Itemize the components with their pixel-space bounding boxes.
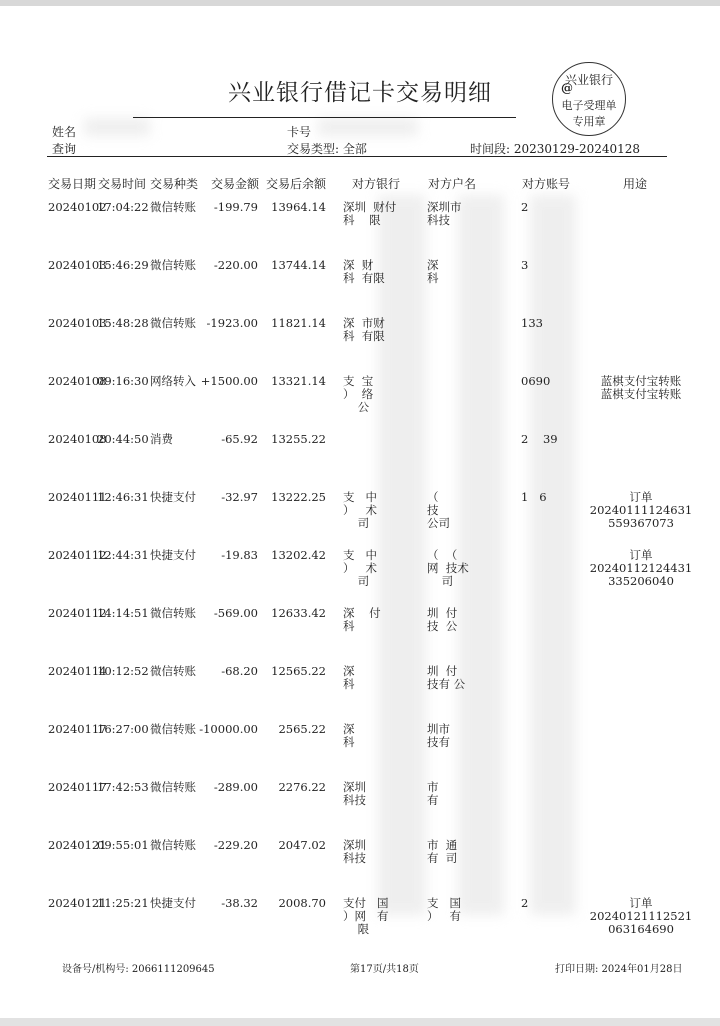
row-time: 09:16:30 xyxy=(97,374,149,388)
row-date: 20240108 xyxy=(48,432,107,446)
row-time: 11:25:21 xyxy=(97,896,149,910)
row-amount: -229.20 xyxy=(213,838,258,852)
row-time: 09:55:01 xyxy=(97,838,149,852)
row-account-name: （ （ 网 技术 司 xyxy=(427,548,469,588)
name-label: 姓名 xyxy=(52,125,77,139)
col-date: 交易日期 xyxy=(48,177,97,191)
row-account: 2 39 xyxy=(521,432,558,446)
row-account-name: 市 有 xyxy=(427,780,439,807)
row-time: 10:12:52 xyxy=(97,664,149,678)
row-date: 20240111 xyxy=(48,490,107,504)
row-balance: 13202.42 xyxy=(271,548,326,562)
row-account: 2 xyxy=(521,896,529,910)
row-account-name: 圳市 技有 xyxy=(427,722,450,749)
row-time: 12:44:31 xyxy=(97,548,149,562)
row-account-name: （ 技 公司 xyxy=(427,490,450,530)
row-amount: -1923.00 xyxy=(206,316,258,330)
row-account-name: 市 通 有 司 xyxy=(427,838,458,865)
card-label: 卡号 xyxy=(287,125,312,139)
row-type: 快捷支付 xyxy=(150,490,196,504)
row-account-name: 支 国 ） 有 xyxy=(427,896,461,923)
table-row xyxy=(0,665,720,723)
col-account-name: 对方户名 xyxy=(428,177,477,191)
row-account-name: 深圳市 科技 xyxy=(427,200,462,227)
row-balance: 12565.22 xyxy=(271,664,326,678)
row-bank: 深圳 科技 xyxy=(343,838,366,865)
row-time: 15:46:29 xyxy=(97,258,149,272)
row-type: 微信转账 xyxy=(150,664,196,678)
row-bank: 深 科 xyxy=(343,664,355,691)
table-row xyxy=(0,317,720,375)
row-bank: 深圳 科技 xyxy=(343,780,366,807)
table-row xyxy=(0,897,720,955)
row-amount: -569.00 xyxy=(213,606,258,620)
row-purpose: 订单 20240111124631 559367073 xyxy=(589,490,693,530)
row-balance: 2008.70 xyxy=(278,896,326,910)
row-type: 快捷支付 xyxy=(150,548,196,562)
row-balance: 2047.02 xyxy=(278,838,326,852)
row-type: 微信转账 xyxy=(150,258,196,272)
row-type: 快捷支付 xyxy=(150,896,196,910)
seal-line-3: 专用章 xyxy=(572,115,606,128)
row-balance: 13222.25 xyxy=(271,490,326,504)
row-date: 20240112 xyxy=(48,606,107,620)
row-account: 2 xyxy=(521,200,529,214)
row-balance: 13255.22 xyxy=(271,432,326,446)
col-purpose: 用途 xyxy=(623,177,648,191)
row-balance: 12633.42 xyxy=(271,606,326,620)
row-purpose: 订单 20240121112521 063164690 xyxy=(589,896,693,936)
col-type: 交易种类 xyxy=(150,177,199,191)
row-type: 微信转账 xyxy=(150,722,196,736)
row-balance: 2565.22 xyxy=(278,722,326,736)
row-amount: -19.83 xyxy=(221,548,258,562)
row-time: 17:04:22 xyxy=(97,200,149,214)
row-bank: 深 市财 科 有限 xyxy=(343,316,385,343)
row-time: 12:46:31 xyxy=(97,490,149,504)
table-row xyxy=(0,723,720,781)
row-date: 20240114 xyxy=(48,664,107,678)
row-bank: 深 财 科 有限 xyxy=(343,258,385,285)
row-type: 微信转账 xyxy=(150,200,196,214)
row-balance: 11821.14 xyxy=(271,316,326,330)
row-time: 14:14:51 xyxy=(97,606,149,620)
row-amount: -10000.00 xyxy=(199,722,258,736)
row-date: 20240117 xyxy=(48,780,107,794)
row-type: 微信转账 xyxy=(150,606,196,620)
row-bank: 深 付 科 xyxy=(343,606,381,633)
seal-top-text: 兴业银行 xyxy=(564,73,613,87)
col-amount: 交易金额 xyxy=(211,177,260,191)
row-type: 微信转账 xyxy=(150,780,196,794)
row-type: 消费 xyxy=(150,432,173,446)
row-date: 20240108 xyxy=(48,374,107,388)
col-time: 交易时间 xyxy=(98,177,147,191)
row-time: 15:48:28 xyxy=(97,316,149,330)
row-bank: 支 宝 ） 络 公 xyxy=(343,374,374,414)
table-row xyxy=(0,607,720,665)
row-date: 20240121 xyxy=(48,896,107,910)
table-row xyxy=(0,433,720,491)
document-title: 兴业银行借记卡交易明细 xyxy=(228,80,492,106)
row-amount: +1500.00 xyxy=(200,374,258,388)
table-row xyxy=(0,201,720,259)
row-account: 3 xyxy=(521,258,529,272)
row-account: 1 6 xyxy=(521,490,547,504)
table-row xyxy=(0,781,720,839)
query-label: 查询 xyxy=(52,142,77,156)
row-time: 17:42:53 xyxy=(97,780,149,794)
footer-page-number: 第17页/共18页 xyxy=(350,964,419,975)
col-balance: 交易后余额 xyxy=(266,177,327,191)
row-type: 微信转账 xyxy=(150,838,196,852)
row-date: 20240121 xyxy=(48,838,107,852)
period-label: 时间段: 20230129-20240128 xyxy=(470,142,641,156)
row-balance: 2276.22 xyxy=(278,780,326,794)
col-bank: 对方银行 xyxy=(352,177,401,191)
table-row xyxy=(0,375,720,433)
row-amount: -68.20 xyxy=(221,664,258,678)
row-account-name: 圳 付 技有 公 xyxy=(427,664,466,691)
row-date: 20240103 xyxy=(48,316,107,330)
row-purpose: 订单 20240112124431 335206040 xyxy=(589,548,693,588)
row-date: 20240102 xyxy=(48,200,107,214)
table-row xyxy=(0,839,720,897)
row-date: 20240117 xyxy=(48,722,107,736)
row-balance: 13744.14 xyxy=(271,258,326,272)
row-amount: -289.00 xyxy=(213,780,258,794)
row-purpose: 蓝棋支付宝转账 蓝棋支付宝转账 xyxy=(600,374,682,401)
row-date: 20240103 xyxy=(48,258,107,272)
row-bank: 支 中 ） 术 司 xyxy=(343,548,377,588)
row-account-name: 深 科 xyxy=(427,258,439,285)
row-type: 网络转入 xyxy=(150,374,196,388)
row-bank: 深圳 财付 科 限 xyxy=(343,200,397,227)
row-time: 16:27:00 xyxy=(97,722,149,736)
row-date: 20240112 xyxy=(48,548,107,562)
row-amount: -199.79 xyxy=(213,200,258,214)
row-amount: -38.32 xyxy=(221,896,258,910)
row-bank: 支 中 ） 术 司 xyxy=(343,490,377,530)
bank-logo-icon: @ xyxy=(561,81,573,95)
table-row xyxy=(0,491,720,549)
row-balance: 13321.14 xyxy=(271,374,326,388)
table-row xyxy=(0,259,720,317)
table-row xyxy=(0,549,720,607)
footer-print-date: 打印日期: 2024年01月28日 xyxy=(555,964,683,975)
row-amount: -32.97 xyxy=(221,490,258,504)
footer-device-id: 设备号/机构号: 2066111209645 xyxy=(62,964,215,975)
row-bank: 支付 国 ）网 有 限 xyxy=(343,896,389,936)
row-type: 微信转账 xyxy=(150,316,196,330)
type-label: 交易类型: 全部 xyxy=(287,142,367,156)
col-account: 对方账号 xyxy=(522,177,571,191)
row-account: 0690 xyxy=(521,374,551,388)
row-time: 20:44:50 xyxy=(97,432,149,446)
seal-line-2: 电子受理单 xyxy=(561,99,617,112)
row-account-name: 圳 付 技 公 xyxy=(427,606,458,633)
row-bank: 深 科 xyxy=(343,722,355,749)
row-amount: -220.00 xyxy=(213,258,258,272)
row-account: 133 xyxy=(521,316,543,330)
row-balance: 13964.14 xyxy=(271,200,326,214)
row-amount: -65.92 xyxy=(221,432,258,446)
